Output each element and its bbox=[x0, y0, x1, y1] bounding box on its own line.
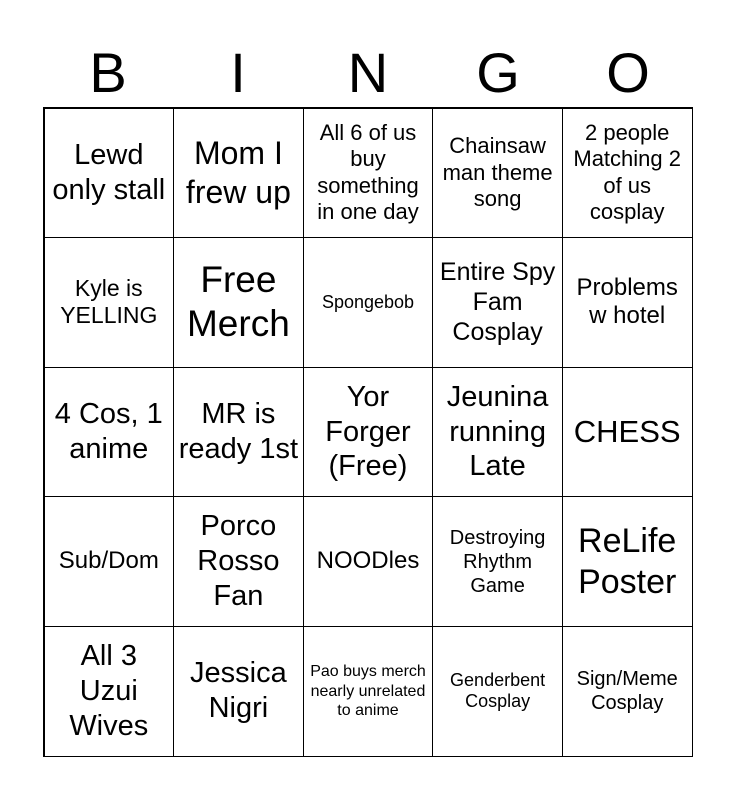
bingo-cell[interactable]: Free Merch bbox=[173, 237, 304, 368]
bingo-cell[interactable]: Sub/Dom bbox=[44, 496, 175, 627]
bingo-cell[interactable]: Problems w hotel bbox=[562, 237, 693, 368]
bingo-cell[interactable]: Yor Forger (Free) bbox=[303, 367, 434, 498]
bingo-cell[interactable]: CHESS bbox=[562, 367, 693, 498]
header-letter-n: N bbox=[347, 41, 389, 104]
header-letter-b: B bbox=[89, 41, 127, 104]
header-letter-i: I bbox=[230, 41, 246, 104]
bingo-cell[interactable]: 4 Cos, 1 anime bbox=[44, 367, 175, 498]
bingo-cell[interactable]: All 3 Uzui Wives bbox=[44, 626, 175, 757]
bingo-cell[interactable]: Spongebob bbox=[303, 237, 434, 368]
bingo-cell[interactable]: ReLife Poster bbox=[562, 496, 693, 627]
bingo-cell[interactable]: Pao buys merch nearly unrelated to anime bbox=[303, 626, 434, 757]
bingo-cell[interactable]: Entire Spy Fam Cosplay bbox=[432, 237, 563, 368]
bingo-cell[interactable]: Destroying Rhythm Game bbox=[432, 496, 563, 627]
bingo-cell[interactable]: Porco Rosso Fan bbox=[173, 496, 304, 627]
bingo-cell[interactable]: MR is ready 1st bbox=[173, 367, 304, 498]
bingo-cell[interactable]: 2 people Matching 2 of us cosplay bbox=[562, 108, 693, 239]
bingo-cell[interactable]: All 6 of us buy something in one day bbox=[303, 108, 434, 239]
bingo-cell[interactable]: Kyle is YELLING bbox=[44, 237, 175, 368]
bingo-grid bbox=[43, 107, 693, 757]
bingo-cell[interactable]: Lewd only stall bbox=[44, 108, 175, 239]
bingo-cell[interactable]: Jeunina running Late bbox=[432, 367, 563, 498]
header-letter-g: G bbox=[476, 41, 520, 104]
bingo-cell[interactable]: Genderbent Cosplay bbox=[432, 626, 563, 757]
bingo-cell[interactable]: Jessica Nigri bbox=[173, 626, 304, 757]
bingo-cell[interactable]: NOODles bbox=[303, 496, 434, 627]
bingo-cell[interactable]: Sign/Meme Cosplay bbox=[562, 626, 693, 757]
bingo-cell[interactable]: Chainsaw man theme song bbox=[432, 108, 563, 239]
bingo-cell[interactable]: Mom I frew up bbox=[173, 108, 304, 239]
bingo-header bbox=[43, 38, 693, 108]
header-letter-o: O bbox=[606, 41, 650, 104]
